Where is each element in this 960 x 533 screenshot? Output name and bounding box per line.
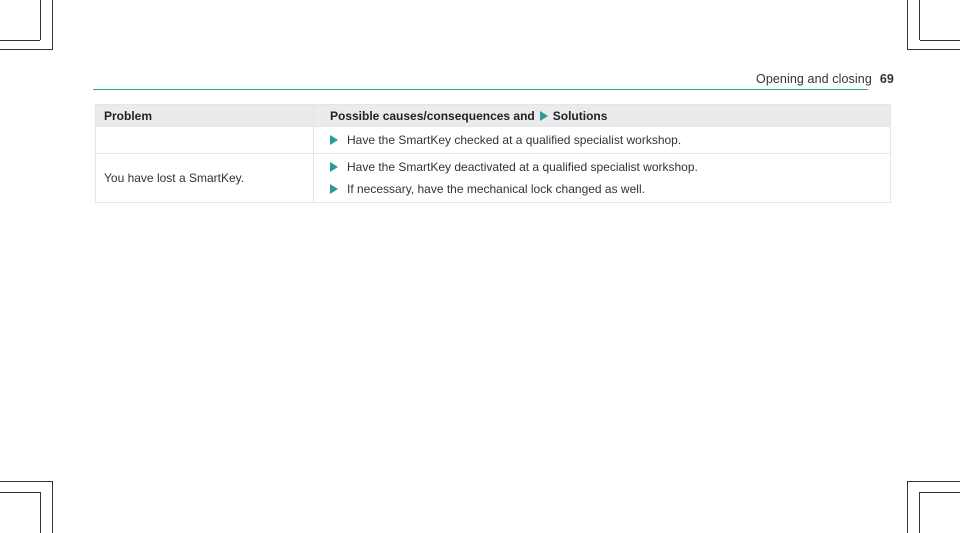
crop-mark xyxy=(52,0,53,50)
solutions-cell xyxy=(314,154,891,203)
crop-mark xyxy=(0,40,40,41)
solutions-cell xyxy=(314,127,891,154)
crop-mark xyxy=(52,481,53,533)
solutions-header-label: Solutions xyxy=(552,108,608,123)
crop-mark xyxy=(0,481,53,482)
table-row xyxy=(96,127,891,154)
crop-mark xyxy=(920,492,960,493)
problem-header-label: Problem xyxy=(104,108,153,123)
arrow-right-icon xyxy=(330,184,338,194)
crop-mark xyxy=(907,0,908,50)
crop-mark xyxy=(907,481,960,482)
column-header-solutions xyxy=(314,105,891,127)
solution-text: Have the SmartKey checked at a qualified specialist workshop. xyxy=(347,133,682,147)
arrow-right-icon xyxy=(540,111,548,121)
crop-mark xyxy=(907,49,960,50)
table-header-row xyxy=(96,105,891,127)
solution-text: Have the SmartKey deactivated at a qualified specialist workshop. xyxy=(347,160,698,174)
crop-mark xyxy=(919,0,920,40)
solution-text: If necessary, have the mechanical lock changed as well. xyxy=(347,182,645,196)
running-header xyxy=(756,72,894,88)
causes-header-label: Possible causes/consequences and xyxy=(330,108,535,123)
page-number: 69 xyxy=(879,72,894,86)
crop-mark xyxy=(920,40,960,41)
problem-cell: You have lost a SmartKey. xyxy=(96,154,314,203)
crop-mark xyxy=(919,492,920,533)
arrow-right-icon xyxy=(330,135,338,145)
crop-mark xyxy=(907,481,908,533)
troubleshooting-table xyxy=(95,104,891,203)
crop-mark xyxy=(0,49,53,50)
table-row xyxy=(96,154,891,203)
arrow-right-icon xyxy=(330,162,338,172)
column-header-problem xyxy=(96,105,314,127)
solution-step xyxy=(330,156,882,178)
crop-mark xyxy=(40,0,41,40)
solution-step xyxy=(330,178,882,200)
problem-cell xyxy=(96,127,314,154)
section-title: Opening and closing xyxy=(756,72,872,86)
solution-step xyxy=(330,129,882,151)
crop-mark xyxy=(0,492,40,493)
crop-mark xyxy=(40,492,41,533)
header-divider xyxy=(93,89,868,90)
